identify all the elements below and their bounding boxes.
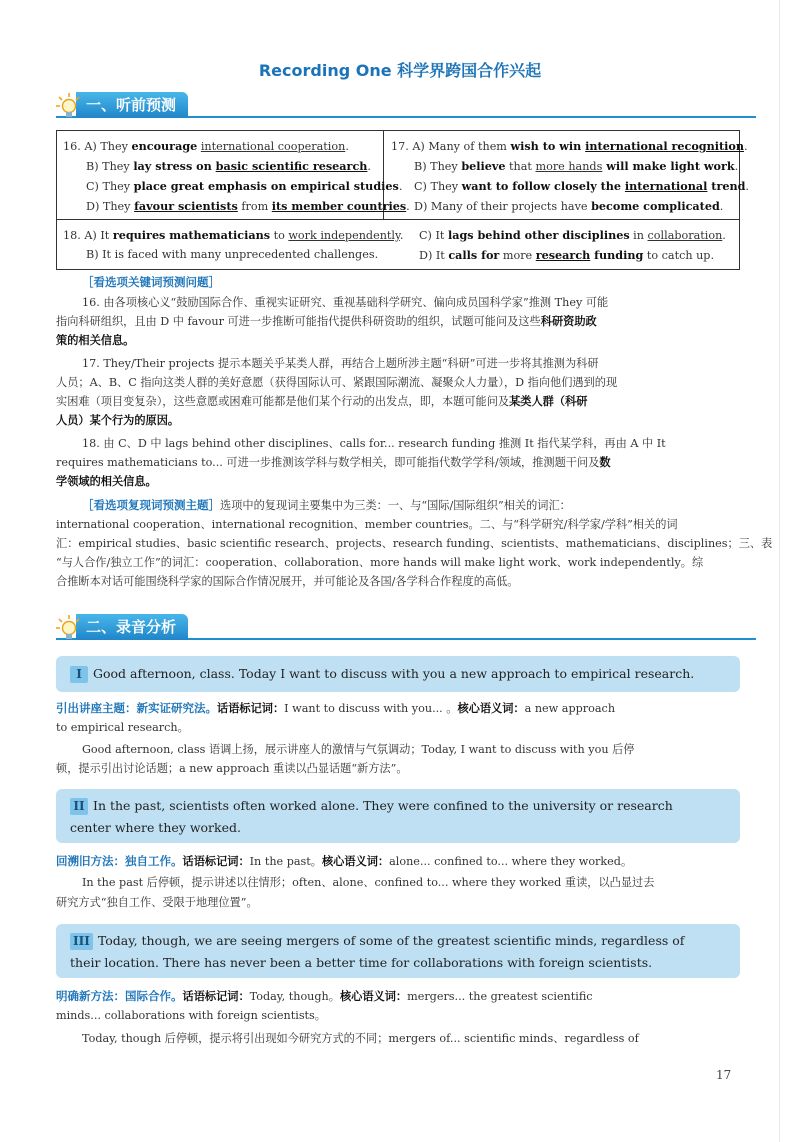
page-number: 17 (716, 1068, 732, 1082)
q18-option-a: 18. A) It requires mathematicians to work independently. (63, 228, 404, 242)
q18-option-d: D) It calls for more research funding to catch up. (419, 248, 715, 262)
analysis-line: 顿，提示引出讨论话题；a new approach 重读以凸显话题“新方法”。 (56, 762, 408, 775)
page-title: Recording One 科学界跨国合作兴起 (258, 61, 542, 80)
q17-option-d: D) Many of their projects have become complicated. (414, 199, 724, 213)
analysis-line: 实困难（项目变复杂），这些意愿或困难可能都是他们某个行动的出发点，即，本题可能问及某类人群（科研 (56, 394, 588, 408)
section-title: 一、听前预测 (76, 92, 188, 118)
analysis-line: 引出讲座主题：新实证研究法。话语标记词：I want to discuss with you... 。核心语义词：a new approach (56, 701, 616, 715)
divider (57, 219, 739, 220)
analysis-line: Good afternoon, class 语调上扬，展示讲座人的激情与气氛调动；Today, I want to discuss with you 后停 (82, 743, 635, 756)
segment-number: I (70, 666, 88, 683)
transcript-line: II In the past, scientists often worked alone. They were confined to the university or research (70, 795, 726, 817)
analysis-line: international cooperation、international recognition、member countries。二、与“科学研究/科学家/学科”相关的词 (56, 518, 678, 531)
lightbulb-icon (56, 92, 82, 120)
analysis-line: requires mathematicians to... 可进一步推测该学科与数学相关，即可能指代数学学科/领域，推测题干问及数 (56, 455, 611, 469)
analysis-line: 学领域的相关信息。 (56, 474, 157, 488)
analysis-line: 16. 由各项核心义“鼓励国际合作、重视实证研究、重视基础科学研究、偏向成员国科学家”推测 They 可能 (82, 296, 609, 309)
segment-number: III (70, 933, 93, 950)
analysis-line: 合推断本对话可能围绕科学家的国际合作情况展开，并可能论及各国/各学科合作程度的高低。 (56, 575, 519, 588)
recording-block-3 (56, 924, 740, 978)
q16-option-c: C) They place great emphasis on empirical studies. (86, 179, 403, 193)
q18-option-b: B) It is faced with many unprecedented challenges. (86, 248, 379, 261)
transcript-line: their location. There has never been a better time for collaborations with foreign scientists. (70, 955, 653, 970)
analysis-line: 18. 由 C、D 中 lags behind other disciplines、calls for... research funding 推测 It 指代某学科，再由 A 中 It (82, 437, 666, 450)
recording-block-2 (56, 789, 740, 843)
analysis-line: In the past 后停顿，提示讲述以往情形；often、alone、confined to... where they worked 重读，以凸显过去 (82, 876, 655, 889)
analysis-line: to empirical research。 (56, 721, 189, 734)
q17-option-c: C) They want to follow closely the international trend. (414, 179, 749, 193)
transcript-line: center where they worked. (70, 820, 241, 835)
page-edge (779, 0, 780, 1142)
analysis-line: Today, though 后停顿，提示将引出现如今研究方式的不同；mergers of... scientific minds、regardless of (82, 1032, 639, 1045)
analysis-line: 指向科研组织，且由 D 中 favour 可进一步推断可能指代提供科研资助的组织，试题可能问及这些科研资助政 (56, 314, 597, 328)
q16-option-d: D) They favour scientists from its member countries. (86, 199, 410, 213)
recording-block-1 (56, 656, 740, 692)
analysis-line: 17. They/Their projects 提示本题关乎某类人群，再结合上题所涉主题“科研”可进一步将其推测为科研 (82, 357, 599, 370)
analysis-line: 人员；A、B、C 指向这类人群的美好意愿（获得国际认可、紧跟国际潮流、凝聚众人力量），D 指向他们遇到的现 (56, 376, 618, 389)
q16-option-b: B) They lay stress on basic scientific research. (86, 159, 371, 173)
analysis-line: minds... collaborations with foreign scientists。 (56, 1009, 326, 1022)
q17-option-a: 17. A) Many of them wish to win international recognition. (391, 139, 748, 153)
analysis-line: 研究方式“独自工作、受限于地理位置”。 (56, 896, 258, 909)
section-title: 二、录音分析 (76, 614, 188, 640)
options-box (56, 130, 749, 270)
q16-option-a: 16. A) They encourage international cooperation. (63, 139, 349, 153)
analysis-line: 明确新方法：国际合作。话语标记词：Today, though。核心语义词：mergers... the greatest scientific (56, 989, 593, 1003)
transcript-line: III Today, though, we are seeing mergers of some of the greatest scientific minds, regardless of (70, 930, 726, 952)
lightbulb-icon (56, 614, 82, 642)
analysis-line: 汇：empirical studies、basic scientific research、projects、research funding、scientists、mathematicians、disciplines；三、表 (56, 537, 773, 550)
transcript-text: Good afternoon, class. Today I want to discuss with you a new approach to empirical research. (93, 666, 695, 681)
q17-option-b: B) They believe that more hands will make light work. (414, 159, 739, 173)
tag-keyword-prediction: ［看选项关键词预测问题］ (82, 275, 220, 289)
section-header-analysis (56, 614, 756, 644)
q18-option-c: C) It lags behind other disciplines in collaboration. (419, 228, 726, 242)
analysis-line: “与人合作/独立工作”的词汇：cooperation、collaboration、more hands will make light work、work independently。综 (56, 556, 704, 569)
segment-number: II (70, 798, 88, 815)
analysis-line: ［看选项复现词预测主题］选项中的复现词主要集中为三类：一、与“国际/国际组织”相关的词汇： (82, 498, 571, 512)
analysis-line: 人员）某个行为的原因。 (56, 413, 180, 427)
analysis-line: 策的相关信息。 (56, 333, 135, 347)
section-header-prediction (56, 92, 756, 122)
analysis-line: 回溯旧方法：独自工作。话语标记词：In the past。核心语义词：alone... confined to... where they worked。 (56, 854, 633, 868)
